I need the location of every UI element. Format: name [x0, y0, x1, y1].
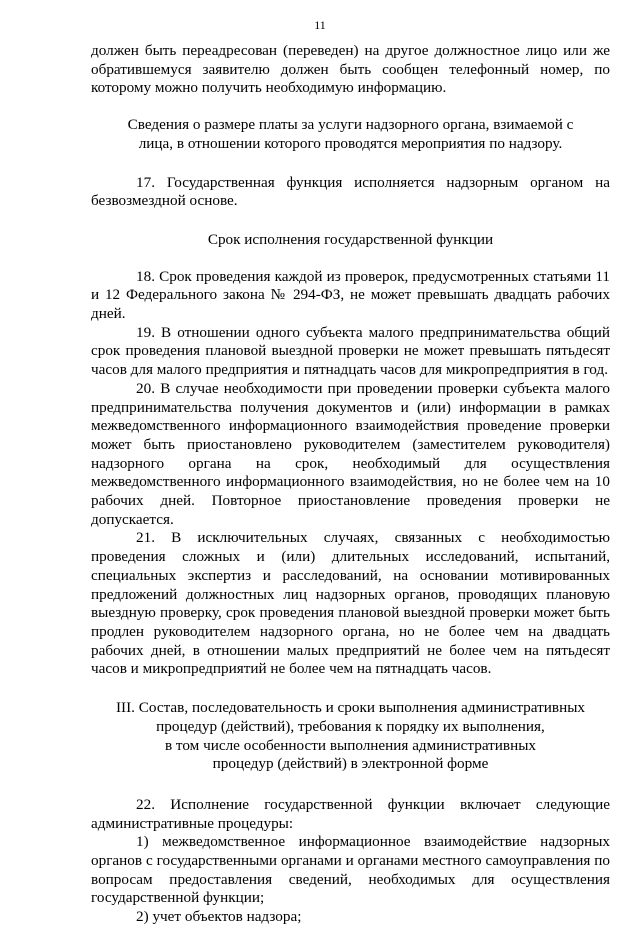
- document-body: [91, 42, 610, 927]
- section-iii-heading-line-4: процедур (действий) в электронной форме: [212, 755, 489, 773]
- section-iii-heading-line-1: III. Состав, последовательность и сроки выполнения административных: [116, 699, 585, 717]
- section-iii-heading: [91, 699, 610, 774]
- procedure-item-2: 2) учет объектов надзора;: [136, 908, 302, 926]
- paragraph-22: 22. Исполнение государственной функции включает следующие административные процедуры:: [91, 795, 610, 832]
- intro-paragraph: должен быть переадресован (переведен) на другое должностное лицо или же обратившемуся заявителю должен быть сообщен телефонный номер, по которому можно получить необходимую информацию.: [91, 42, 610, 97]
- fee-heading-line-1: Сведения о размере платы за услуги надзорного органа, взимаемой с: [127, 116, 574, 134]
- page-number: 11: [314, 18, 326, 32]
- procedure-item-1: 1) межведомственное информационное взаимодействие надзорных органов с государственными органами и органами местного самоуправления по вопросам предоставления сведений, необходимых для осуществления государственной функции;: [91, 833, 610, 907]
- paragraph-17: 17. Государственная функция исполняется надзорным органом на безвозмездной основе.: [91, 173, 610, 210]
- paragraph-21: 21. В исключительных случаях, связанных с необходимостью проведения сложных и (или) длительных исследований, испытаний, специальных экспертиз и расследований, на основании мотивированных предложений должностных лиц надзорных органов, проводящих плановую выездную проверку, срок проведения плановой выездной проверки может быть продлен руководителем надзорного органа, но не более чем на двадцать рабочих дней, в отношении малых предприятий не более чем на пятьдесят часов и микропредприятий не более чем на пятнадцать часов.: [91, 529, 610, 678]
- term-heading: [91, 231, 610, 250]
- section-iii-heading-line-2: процедур (действий), требования к порядку их выполнения,: [156, 717, 545, 735]
- fee-heading: [91, 116, 610, 153]
- paragraph-18: 18. Срок проведения каждой из проверок, предусмотренных статьями 11 и 12 Федерального закона № 294-ФЗ, не может превышать двадцать рабочих дней.: [91, 267, 610, 323]
- paragraph-20: 20. В случае необходимости при проведении проверки субъекта малого предпринимательства получения документов и (или) информации в рамках межведомственного информационного взаимодействия проведение проверки может быть приостановлено руководителем (заместителем руководителя) надзорного органа на срок, необходимый для осуществления межведомственного информационного взаимодействия, но не более чем на 10 рабочих дней. Повторное приостановление проведения проверки не допускается.: [91, 379, 610, 528]
- term-heading-text: Срок исполнения государственной функции: [207, 230, 494, 248]
- paragraph-19: 19. В отношении одного субъекта малого предпринимательства общий срок проведения плановой выездной проверки не может превышать пятьдесят часов для малого предприятия и пятнадцать часов для микропредприятия в год.: [91, 323, 610, 379]
- fee-heading-line-2: лица, в отношении которого проводятся мероприятия по надзору.: [138, 134, 563, 152]
- section-iii-heading-line-3: в том числе особенности выполнения административных: [164, 736, 537, 754]
